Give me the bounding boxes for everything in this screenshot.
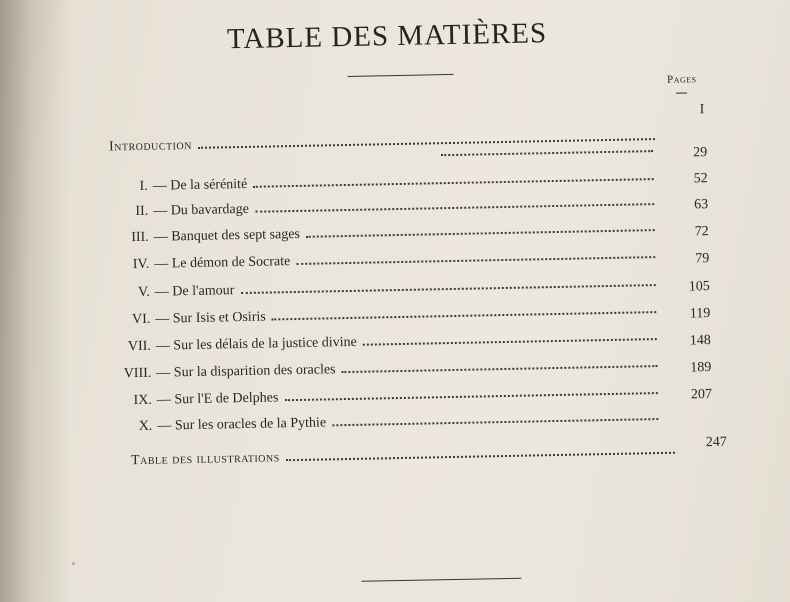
dot-leader [253, 178, 653, 188]
toc-chapter-number: II. [135, 203, 149, 220]
page-title: TABLE DES MATIÈRES [226, 17, 548, 56]
toc-entry-label: — Du bavardage [153, 201, 250, 219]
toc-entry-illustrations [131, 443, 681, 470]
toc-entry-chapter-3 [103, 220, 661, 247]
toc-entry-label: — Sur l'E de Delphes [156, 390, 279, 408]
toc-entry-chapter-9 [106, 383, 664, 410]
toc-page-chapter-9: 207 [690, 387, 713, 403]
toc-entry-label: — De la sérénité [152, 176, 248, 194]
toc-page-continuation: 29 [693, 145, 708, 161]
toc-entry-chapter-8 [105, 356, 663, 383]
toc-entry-label: Table des illustrations [130, 450, 280, 469]
dot-leader [286, 452, 675, 461]
pages-column-header: Pages [666, 73, 697, 86]
dot-leader [255, 203, 654, 213]
toc-chapter-number: VI. [131, 311, 151, 328]
dot-leader [306, 229, 655, 238]
toc-entry-label: — De l'amour [154, 283, 235, 300]
title-underline [348, 74, 454, 77]
toc-entry-continuation [435, 150, 659, 160]
toc-entry-label: — Banquet des sept sages [153, 226, 301, 245]
toc-entry-label: — Sur les délais de la justice divine [155, 334, 357, 354]
dot-leader [240, 284, 655, 294]
toc-page-chapter-3: 72 [694, 224, 709, 240]
dot-leader [441, 150, 653, 156]
toc-entry-label: — Sur la disparition des oracles [156, 362, 336, 381]
toc-entry-chapter-1 [102, 169, 660, 196]
toc-chapter-number: III. [131, 229, 149, 246]
dot-leader [296, 256, 655, 265]
toc-entry-label: — Sur les oracles de la Pythie [157, 415, 327, 434]
toc-page-chapter-4: 79 [695, 251, 710, 267]
toc-page-chapter-6: 119 [689, 306, 711, 322]
toc-page-chapter-8: 189 [690, 360, 712, 376]
toc-entry-chapter-2 [102, 194, 660, 221]
toc-chapter-number: V. [137, 284, 150, 301]
toc-chapter-number: IX. [133, 392, 153, 409]
paper-speck [72, 562, 75, 565]
toc-entry-chapter-7 [105, 329, 663, 356]
dot-leader [284, 392, 657, 401]
toc-page-introduction: I [699, 102, 705, 118]
toc-entry-chapter-10 [106, 409, 664, 436]
toc-page-chapter-5: 105 [688, 279, 710, 295]
bottom-rule [361, 578, 521, 582]
toc-entry-label: — Le démon de Socrate [154, 254, 291, 272]
dot-leader [272, 311, 657, 320]
dot-leader [363, 338, 657, 346]
toc-chapter-number: X. [138, 418, 153, 435]
toc-chapter-number: I. [139, 178, 148, 194]
toc-entry-chapter-5 [104, 275, 662, 302]
toc-entry-chapter-4 [103, 247, 661, 274]
toc-entry-chapter-6 [104, 302, 662, 329]
dot-leader [342, 365, 658, 373]
toc-page-chapter-1: 52 [693, 171, 708, 187]
toc-chapter-number: VIII. [123, 365, 152, 382]
pages-header-dash [676, 92, 687, 93]
toc-entry-label: — Sur Isis et Osiris [155, 309, 266, 327]
toc-page-chapter-7: 148 [689, 333, 711, 349]
dot-leader [332, 418, 658, 426]
toc-page-chapter-2: 63 [694, 197, 709, 213]
toc-entry-label: Introduction [108, 137, 193, 155]
dot-leader [198, 138, 655, 149]
toc-chapter-number: IV. [132, 256, 150, 273]
toc-page-chapter-10 [662, 413, 712, 414]
toc-page-illustrations: 247 [705, 434, 727, 451]
toc-chapter-number: VII. [127, 338, 151, 355]
